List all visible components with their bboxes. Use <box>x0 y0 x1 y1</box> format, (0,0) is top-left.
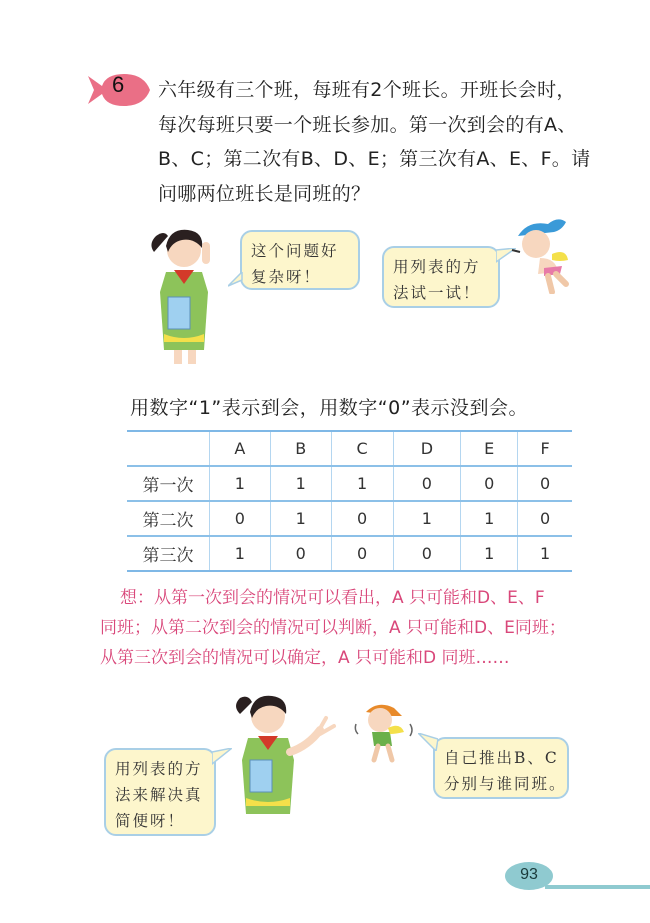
table-cell: 1 <box>393 501 461 536</box>
table-cell: 1 <box>331 466 393 501</box>
problem-line: 问哪两位班长是同班的？ <box>158 182 371 205</box>
reasoning-text <box>100 583 590 673</box>
table-cell: 0 <box>518 501 572 536</box>
table-intro-text: 用数字“1”表示到会，用数字“0”表示没到会。 <box>130 397 529 419</box>
page-footer-line <box>545 885 650 889</box>
reasoning-line: 同班；从第二次到会的情况可以判断，A 只可能和D、E同班； <box>100 618 566 638</box>
bubble-tail <box>228 272 244 288</box>
table-header-cell: F <box>518 431 572 466</box>
table-row <box>127 536 572 571</box>
bubble-line: 自己推出B、C <box>444 749 559 767</box>
reasoning-line: 从第三次到会的情况可以确定，A 只可能和D 同班…… <box>100 648 510 668</box>
attendance-table <box>127 430 572 572</box>
girl-thinking-illustration <box>146 222 230 367</box>
sprite-orange-hat-illustration <box>352 698 416 764</box>
table-cell: 0 <box>210 501 271 536</box>
table-cell: 0 <box>393 466 461 501</box>
bubble-line: 简便呀！ <box>115 812 186 830</box>
row-label: 第二次 <box>127 501 210 536</box>
table-header-cell: A <box>210 431 271 466</box>
table-row <box>127 501 572 536</box>
bubble-line: 用列表的方 <box>115 760 203 778</box>
table-cell: 0 <box>270 536 331 571</box>
table-cell: 1 <box>210 466 271 501</box>
bubble-line: 法来解决真 <box>115 786 203 804</box>
sprite-speech-bubble-2 <box>433 737 569 799</box>
page-number: 93 <box>520 866 538 883</box>
bubble-line: 复杂呀！ <box>251 268 322 286</box>
bubble-line: 分别与谁同班。 <box>444 775 567 793</box>
girl-speech-bubble-2 <box>104 748 216 836</box>
table-cell: 1 <box>270 466 331 501</box>
table-cell: 1 <box>461 501 518 536</box>
girl-speech-bubble <box>240 230 360 290</box>
table-cell: 0 <box>331 536 393 571</box>
table-cell: 0 <box>518 466 572 501</box>
table-cell: 0 <box>393 536 461 571</box>
table-row <box>127 466 572 501</box>
table-cell: 1 <box>461 536 518 571</box>
problem-number: 6 <box>112 72 125 97</box>
table-cell: 0 <box>461 466 518 501</box>
table-cell: 1 <box>270 501 331 536</box>
sprite-blue-hair-illustration <box>508 214 580 294</box>
row-label: 第三次 <box>127 536 210 571</box>
table-header-row <box>127 431 572 466</box>
table-header-cell: E <box>461 431 518 466</box>
problem-text <box>158 73 598 211</box>
sprite-speech-bubble <box>382 246 500 308</box>
girl-pointing-illustration <box>228 690 340 828</box>
problem-line: 六年级有三个班，每班有2个班长。开班长会时， <box>158 79 576 101</box>
bubble-line: 这个问题好 <box>251 242 339 260</box>
reasoning-line: 想：从第一次到会的情况可以看出，A 只可能和D、E、F <box>120 588 545 608</box>
table-header-cell <box>127 431 210 466</box>
problem-line: 每次每班只要一个班长参加。第一次到会的有A、 <box>158 113 577 136</box>
table-cell: 1 <box>210 536 271 571</box>
problem-line: B、C；第二次有B、D、E；第三次有A、E、F。请 <box>158 148 591 170</box>
row-label: 第一次 <box>127 466 210 501</box>
table-cell: 0 <box>331 501 393 536</box>
table-header-cell: B <box>270 431 331 466</box>
table-cell: 1 <box>518 536 572 571</box>
table-header-cell: D <box>393 431 461 466</box>
bubble-line: 法试一试！ <box>393 284 481 302</box>
table-header-cell: C <box>331 431 393 466</box>
bubble-tail <box>418 733 438 751</box>
bubble-line: 用列表的方 <box>393 258 481 276</box>
